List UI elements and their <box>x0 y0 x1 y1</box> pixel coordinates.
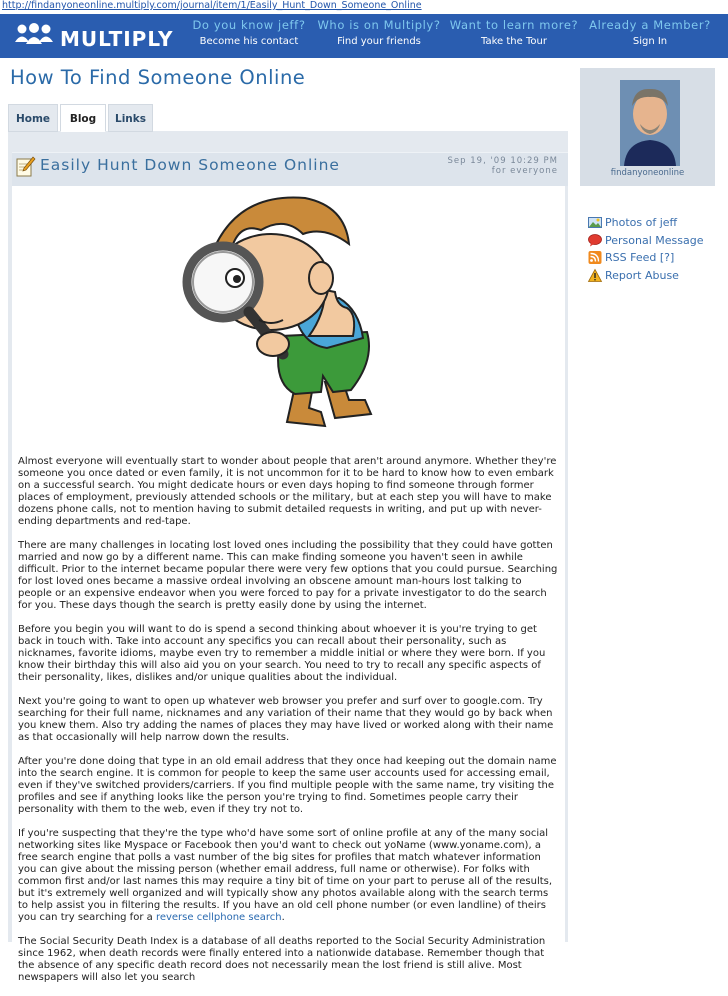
article-paragraph: After you're done doing that type in an old email address that they once had keeping out the domain name into the search engine. It is common for people to keep the same user accounts used for accessing email, even if they've switched providers/carriers. If you find multiple people with the same name, try visiting the profiles and see if anything looks like the person you're trying to find. Sometimes people carry their personality with them to the web, even if they try not to. <box>18 756 557 815</box>
post-date: Sep 19, '09 10:29 PM <box>447 156 558 166</box>
personal-message-label: Personal Message <box>605 233 704 247</box>
post-meta <box>448 156 558 176</box>
article-text <box>18 456 558 996</box>
multiply-logo[interactable] <box>14 22 174 52</box>
paragraph-end: . <box>281 912 285 923</box>
paragraph-text: If you're suspecting that they're the type who'd have some sort of online profile at any of the many social networking sites like Myspace or Facebook then you'd want to check out yoName (www.yoname.com), a free search engine that polls a vast number of the big sites for profiles that match whatever information you can give about the missing person (whether email address, full name or otherwise). For folks with common first and/or last names this may require a tiny bit of time on your part to peruse all of the results, but it's extremely well organized and will typically show any photos available along with the search terms to help assist you in filtering the results. If you have an old cell phone number (or even landline) of theirs you can try searching for a <box>18 828 553 923</box>
avatar[interactable] <box>620 80 680 166</box>
nav-question: Do you know jeff? <box>192 18 306 32</box>
sign-in-link[interactable]: Sign In <box>632 36 668 47</box>
article-paragraph: Almost everyone will eventually start to wonder about people that aren't around anymore. Whether they're someone you once dated or even family, it is not uncommon for it to be hard to know how to even embark on a successful search. You might dedicate hours or even days hoping to find someone through former places of employment, previously attended schools or the military, but at each step you will have to make dozens phone calls, not to mention having to submit detailed requests in writing, and put up with never-ending departments and red-tape. <box>18 456 557 527</box>
article-paragraph: Next you're going to want to open up whatever web browser you prefer and surf over to google.com. Try searching for their full name, nicknames and any variation of their name that they would go by back when you knew them. Also try adding the names of places they may have lived or worked along with their name as that occasionally will help narrow down the results. <box>18 696 554 743</box>
nav-members <box>315 18 443 47</box>
nav-question: Already a Member? <box>589 18 711 32</box>
people-icon <box>14 22 54 46</box>
post-title[interactable]: Easily Hunt Down Someone Online <box>40 156 340 174</box>
tab-links[interactable]: Links <box>108 104 153 132</box>
detective-illustration <box>175 186 401 438</box>
speech-bubble-icon <box>588 234 602 247</box>
nav-question: Want to learn more? <box>449 18 579 32</box>
journal-entry-icon <box>16 156 36 178</box>
article-paragraph: Before you begin you will want to do is spend a second thinking about whoever it is you're trying to get back in touch with. Take into account any specifics you can recall about their personality, such as nicknames, favorite idioms, maybe even try to remember a middle initial or where they were born. If you know their birthday this will also aid you on your search. You need to try to recall any specific aspects of their personality, likes, dislikes and/or unique qualities about the individual. <box>18 624 546 683</box>
find-friends-link[interactable]: Find your friends <box>337 36 421 47</box>
nav-learn <box>448 18 580 47</box>
browser-url-bar <box>0 0 728 13</box>
become-contact-link[interactable]: Become his contact <box>199 36 299 47</box>
photos-link[interactable] <box>588 214 718 232</box>
article-paragraph <box>18 828 558 924</box>
article-paragraph: The Social Security Death Index is a database of all deaths reported to the Social Security Administration since 1962, when death records were finally entered into a nationwide database. Remember though that the absence of any specific death record does not necessarily mean the lost friend is still alive. Most newspapers will also let you search <box>18 936 546 983</box>
rss-icon <box>588 251 602 264</box>
tab-home[interactable]: Home <box>8 104 58 132</box>
top-navigation <box>0 14 728 58</box>
post-audience: for everyone <box>491 166 558 176</box>
tab-blog[interactable]: Blog <box>60 104 106 132</box>
page-url-link[interactable]: http://findanyoneonline.multiply.com/journal/item/1/Easily_Hunt_Down_Someone_Online <box>2 0 422 11</box>
report-abuse-link[interactable] <box>588 267 718 285</box>
take-tour-link[interactable]: Take the Tour <box>481 36 547 47</box>
page-title: How To Find Someone Online <box>10 66 306 89</box>
logo-text: MULTIPLY <box>60 27 174 51</box>
report-abuse-label: Report Abuse <box>605 268 679 282</box>
nav-question: Who is on Multiply? <box>317 18 441 32</box>
sidebar-links <box>588 214 718 284</box>
tab-bar <box>8 104 568 132</box>
rss-feed-link[interactable] <box>588 249 718 267</box>
owner-name[interactable]: findanyoneonline <box>610 168 685 178</box>
photo-icon <box>588 216 602 229</box>
personal-message-link[interactable] <box>588 232 718 250</box>
photos-link-label: Photos of jeff <box>605 216 678 230</box>
reverse-cellphone-search-link[interactable]: reverse cellphone search <box>155 912 282 923</box>
warning-icon <box>588 269 602 282</box>
article-paragraph: There are many challenges in locating lost loved ones including the possibility that they could have gotten married and now go by a different name. This can make finding someone you haven't seen in awhile difficult. Prior to the internet became popular there were very few options that you could pursue. Searching for lost loved ones became a massive ordeal involving an obscene amount man-hours lost talking to people or an expensive endeavor when you were forced to pay for a private investigator to do the search for you. These days though the search is pretty easily done by using the internet. <box>18 540 558 611</box>
rss-feed-label: RSS Feed [?] <box>605 251 675 265</box>
nav-contact <box>186 18 312 47</box>
nav-member <box>587 18 713 47</box>
